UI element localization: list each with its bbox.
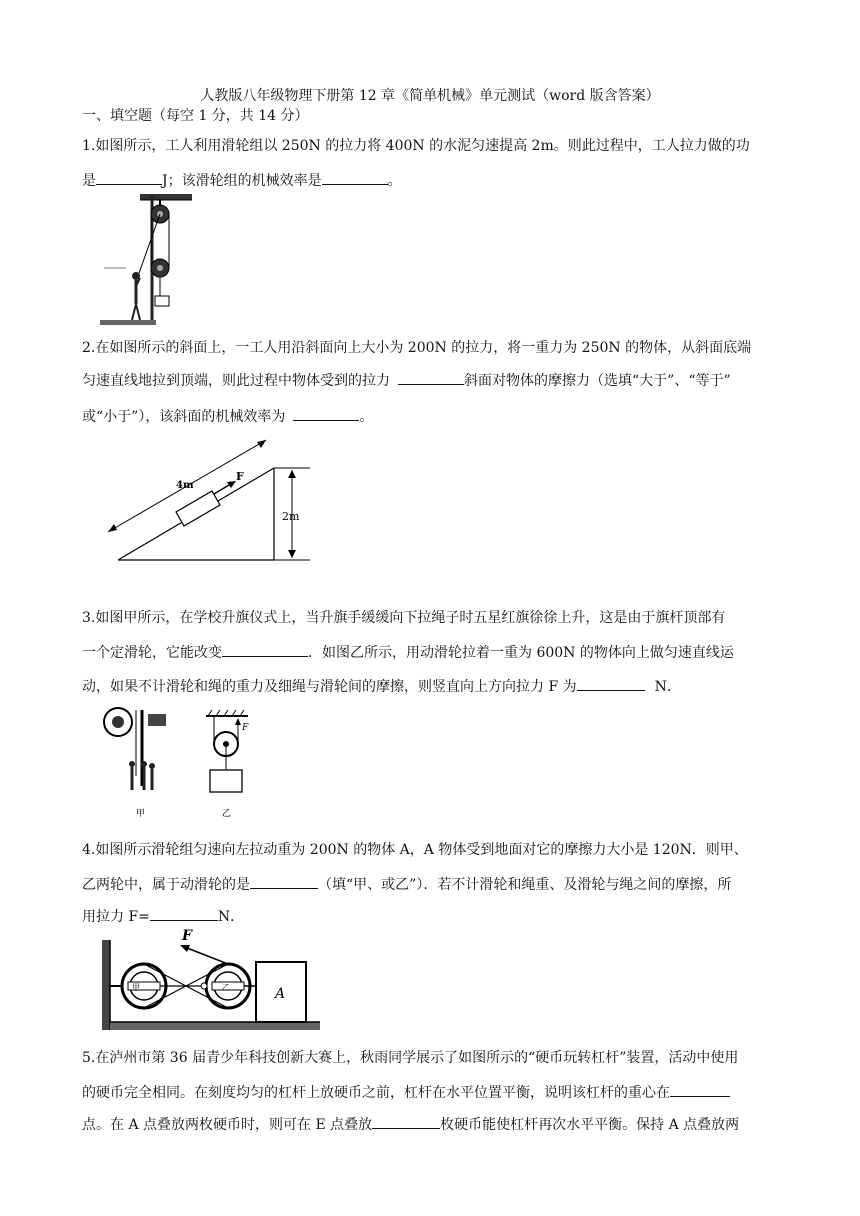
section-heading: 一、填空题（每空 1 分，共 14 分） bbox=[82, 108, 309, 124]
q4-line1: 4.如图所示滑轮组匀速向左拉动重为 200N 的物体 A，A 物体受到地面对它的摩擦力大小是 120N．则甲、 bbox=[82, 842, 748, 858]
q3-text-c: 动，如果不计滑轮和绳的重力及细绳与滑轮间的摩擦，则竖直向上方向拉力 F 为 bbox=[82, 679, 577, 695]
q3-text-a: 一个定滑轮，它能改变 bbox=[82, 645, 222, 661]
fig4-force-label: F bbox=[182, 928, 192, 944]
flag-and-pulley-figure bbox=[96, 706, 276, 824]
incline-height-label: 2m bbox=[282, 510, 300, 523]
q2-line3 bbox=[82, 406, 373, 427]
q4-text-b: （填“甲、或乙”）．若不计滑轮和绳重、及滑轮与绳之间的摩擦，所 bbox=[318, 877, 732, 893]
fig3-label-yi: 乙 bbox=[222, 809, 232, 819]
q1-line1: 1.如图所示，工人利用滑轮组以 250N 的拉力将 400N 的水泥匀速提高 2m。则此过程中，工人拉力做的功 bbox=[82, 138, 750, 154]
q1-text-a: 是 bbox=[82, 173, 96, 189]
q2-line2 bbox=[82, 370, 731, 391]
fig4-label-yi: 乙 bbox=[222, 983, 230, 992]
q4-line3 bbox=[82, 906, 244, 927]
q5-text-c: 枚硬币能使杠杆再次水平平衡。保持 A 点叠放两 bbox=[440, 1117, 740, 1133]
q3-line3 bbox=[82, 676, 681, 697]
q4-text-a: 乙两轮中，属于动滑轮的是 bbox=[82, 877, 250, 893]
q2-text-a: 匀速直线地拉到顶端，则此过程中物体受到的拉力 bbox=[82, 373, 390, 389]
q5-line1: 5.在泸州市第 36 届青少年科技创新大赛上，秋雨同学展示了如图所示的“硬币玩转杠杆”装置，活动中使用 bbox=[82, 1050, 739, 1066]
q4-blank-force[interactable] bbox=[150, 906, 218, 921]
q2-blank-compare[interactable] bbox=[398, 370, 464, 385]
q2-blank-efficiency[interactable] bbox=[293, 406, 359, 421]
q1-text-c: 。 bbox=[387, 173, 402, 189]
incline-length-label: 4m bbox=[176, 480, 194, 491]
q5-blank-center[interactable] bbox=[670, 1082, 730, 1097]
q3-blank-direction[interactable] bbox=[222, 642, 308, 657]
q5-blank-coins[interactable] bbox=[372, 1114, 440, 1129]
fig3-label-jia: 甲 bbox=[136, 809, 146, 819]
fig4-label-jia: 甲 bbox=[132, 983, 140, 992]
q3-blank-force[interactable] bbox=[577, 676, 645, 691]
q5-line3 bbox=[82, 1114, 739, 1135]
q2-text-b: 斜面对物体的摩擦力（选填“大于”、“等于” bbox=[464, 373, 731, 389]
pulley-system-figure bbox=[100, 192, 196, 328]
q3-text-b: ．如图乙所示，用动滑轮拉着一重为 600N 的物体向上做匀速直线运 bbox=[308, 645, 734, 661]
q2-line1: 2.在如图所示的斜面上，一工人用沿斜面向上大小为 200N 的拉力，将一重力为 250N 的物体，从斜面底端 bbox=[82, 340, 752, 356]
q3-line2 bbox=[82, 642, 734, 663]
q2-text-d: 。 bbox=[359, 409, 374, 425]
q1-line2 bbox=[82, 170, 402, 191]
q5-text-a: 的硬币完全相同。在刻度均匀的杠杆上放硬币之前，杠杆在水平位置平衡，说明该杠杆的重心在 bbox=[82, 1085, 670, 1101]
q1-blank-efficiency[interactable] bbox=[322, 170, 388, 185]
q5-text-b: 点。在 A 点叠放两枚硬币时，则可在 E 点叠放 bbox=[82, 1117, 373, 1133]
fig3-force-label: F bbox=[242, 723, 249, 733]
fig4-block-a-label: A bbox=[275, 986, 286, 1002]
q3-text-d: N． bbox=[654, 679, 681, 695]
q4-text-d: N． bbox=[217, 909, 245, 925]
q2-text-c: 或“小于”），该斜面的机械效率为 bbox=[82, 409, 286, 425]
q4-blank-movable[interactable] bbox=[250, 874, 318, 889]
q1-text-b: J；该滑轮组的机械效率是 bbox=[162, 173, 322, 189]
incline-force-label: F bbox=[236, 470, 244, 483]
document-title: 人教版八年级物理下册第 12 章《简单机械》单元测试（word 版含答案） bbox=[200, 88, 660, 104]
q4-line2 bbox=[82, 874, 731, 895]
incline-figure bbox=[96, 436, 316, 566]
horizontal-pulley-figure bbox=[100, 926, 322, 1034]
q3-line1: 3.如图甲所示，在学校升旗仪式上，当升旗手缓缓向下拉绳子时五星红旗徐徐上升，这是由于旗杆顶部有 bbox=[82, 610, 726, 626]
q1-blank-work[interactable] bbox=[96, 170, 162, 185]
q4-text-c: 用拉力 F= bbox=[82, 909, 150, 925]
q5-line2 bbox=[82, 1082, 730, 1103]
